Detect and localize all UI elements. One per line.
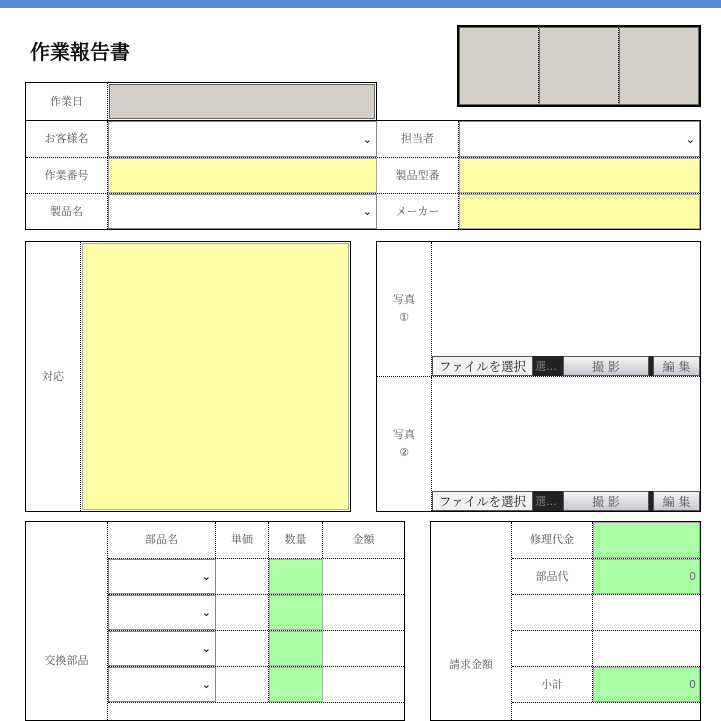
header-unit-price: 単価: [216, 522, 269, 558]
billing-row-value[interactable]: [593, 522, 700, 558]
stamp-box[interactable]: [539, 27, 619, 105]
billing-row: [512, 559, 700, 595]
photo-2-buttons: [432, 491, 700, 511]
maker-label: メーカー: [377, 194, 459, 229]
stamp-box[interactable]: [619, 27, 699, 105]
parts-label: 交換部品: [44, 654, 89, 667]
page-title: 作業報告書: [30, 40, 130, 64]
photo-number: ②: [399, 446, 409, 459]
billing-label-cell: [431, 522, 512, 720]
staff-select[interactable]: [459, 121, 700, 157]
billing-row-label: 修理代金: [512, 522, 593, 558]
response-textarea[interactable]: [82, 243, 349, 510]
amount-cell: [323, 559, 404, 594]
header-bar: [0, 0, 721, 8]
choose-file-button[interactable]: ファイルを選択: [432, 491, 533, 511]
chevron-down-icon: ⌄: [362, 205, 372, 218]
stamp-boxes: [457, 25, 701, 107]
chevron-down-icon: ⌄: [201, 570, 211, 583]
quantity-input[interactable]: [269, 667, 323, 702]
header-amount: 金額: [352, 533, 375, 547]
response-section: [25, 241, 351, 512]
model-no-label: 製品型番: [377, 158, 459, 193]
work-no-input[interactable]: [108, 158, 377, 193]
part-name-select[interactable]: [108, 667, 216, 702]
billing-row-label: [512, 631, 593, 666]
parts-row: [108, 631, 404, 667]
file-name: 選…: [535, 360, 557, 373]
unit-price-cell: [216, 631, 269, 666]
chevron-down-icon: ⌄: [201, 642, 211, 655]
quantity-input[interactable]: [269, 559, 323, 594]
work-no-label: 作業番号: [26, 158, 108, 193]
model-no-input[interactable]: [459, 158, 700, 193]
billing-row-value: [593, 595, 700, 630]
billing-row: [512, 667, 700, 703]
edit-button[interactable]: 編 集: [653, 491, 700, 511]
chevron-down-icon: ⌄: [201, 606, 211, 619]
work-date-row: [25, 82, 377, 121]
product-select[interactable]: [108, 194, 377, 229]
billing-label: 請求金額: [449, 658, 493, 671]
photo-section: [376, 241, 701, 512]
photo-2-label: [377, 377, 432, 511]
choose-file-button[interactable]: ファイルを選択: [432, 356, 533, 376]
billing-row-label: 部品代: [512, 559, 593, 594]
parts-section: [25, 521, 405, 721]
billing-row-value: [593, 631, 700, 666]
amount-cell: [323, 667, 404, 702]
file-name: 選…: [535, 495, 557, 508]
photo-label-text: 写真: [393, 428, 415, 442]
billing-row-value[interactable]: 0: [593, 559, 700, 594]
capture-button[interactable]: 撮 影: [563, 356, 649, 376]
work-date-label: 作業日: [26, 83, 108, 120]
parts-row: [108, 559, 404, 595]
product-label: 製品名: [26, 194, 108, 229]
photo-number: ①: [399, 311, 409, 324]
customer-label: お客様名: [26, 121, 108, 157]
header-quantity: 数量: [269, 522, 323, 558]
staff-label: 担当者: [377, 121, 459, 157]
quantity-input[interactable]: [269, 595, 323, 630]
billing-row: [512, 595, 700, 631]
photo-1-label: [377, 242, 432, 376]
chevron-down-icon: ⌄: [685, 132, 695, 146]
quantity-input[interactable]: [269, 631, 323, 666]
parts-row: [108, 667, 404, 703]
photo-1-buttons: [432, 356, 700, 376]
part-name-select[interactable]: [108, 595, 216, 630]
work-date-field[interactable]: [109, 84, 375, 119]
billing-row-label: [512, 595, 593, 630]
chevron-down-icon: ⌄: [201, 678, 211, 691]
billing-row-value[interactable]: 0: [593, 667, 700, 702]
parts-row: [108, 595, 404, 631]
unit-price-cell: [216, 595, 269, 630]
response-label: 対応: [26, 242, 81, 511]
unit-price-cell: [216, 667, 269, 702]
part-name-select[interactable]: [108, 559, 216, 594]
amount-cell: [323, 631, 404, 666]
capture-button[interactable]: 撮 影: [563, 491, 649, 511]
parts-table: [108, 522, 404, 720]
billing-row: [512, 631, 700, 667]
amount-cell: [323, 595, 404, 630]
maker-input[interactable]: [459, 194, 700, 229]
billing-section: [430, 521, 701, 721]
photo-1-area: [432, 242, 700, 376]
billing-row-label: 小計: [512, 667, 593, 702]
header-part-name: 部品名: [108, 522, 216, 558]
customer-select[interactable]: [108, 121, 377, 157]
info-table: [25, 120, 701, 230]
stamp-box[interactable]: [459, 27, 539, 105]
unit-price-cell: [216, 559, 269, 594]
chevron-down-icon: ⌄: [362, 132, 372, 146]
edit-button[interactable]: 編 集: [653, 356, 700, 376]
billing-row: [512, 522, 700, 559]
billing-table: [512, 522, 700, 720]
photo-2-area: [432, 377, 700, 511]
photo-label-text: 写真: [393, 293, 415, 307]
part-name-select[interactable]: [108, 631, 216, 666]
parts-header-row: [108, 522, 404, 559]
parts-label-cell: [26, 522, 108, 720]
